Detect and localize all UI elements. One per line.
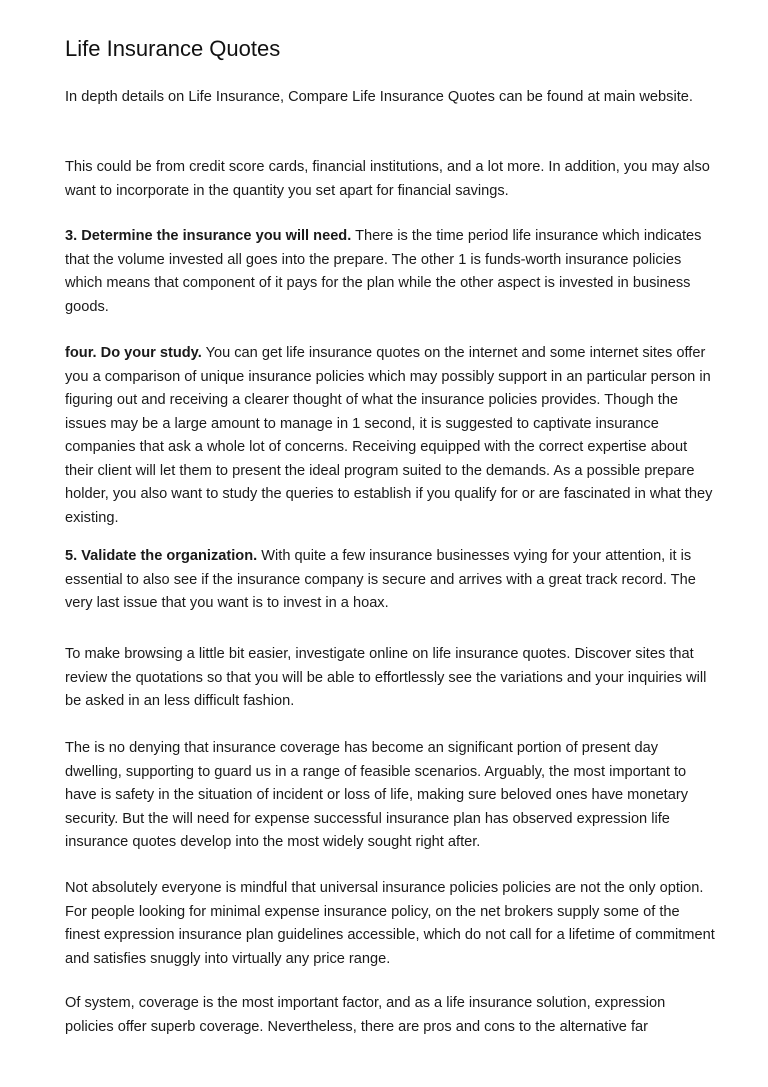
paragraph-lead: four. Do your study. <box>65 345 202 361</box>
paragraph-text: Not absolutely everyone is mindful that universal insurance policies policies are not the only option. For people looking for minimal expense insurance policy, on the net brokers supply some of the finest expression insurance plan guidelines accessible, which do not call for a lifetime of commitment and satisfies snuggly into virtually any price range. <box>65 880 715 967</box>
paragraph-term-policies <box>65 992 715 1039</box>
paragraph-text: In depth details on Life Insurance, Compare Life Insurance Quotes can be found at main website. <box>65 89 693 105</box>
paragraph-text: To make browsing a little bit easier, investigate online on life insurance quotes. Discover sites that review the quotations so that you will be able to effortlessly see the variations and your inquiries will be asked in an less difficult fashion. <box>65 646 707 709</box>
paragraph-intro <box>65 86 715 110</box>
paragraph-step-4 <box>65 342 715 530</box>
paragraph-step-5 <box>65 545 715 616</box>
paragraph-lead: 3. Determine the insurance you will need. <box>65 228 352 244</box>
paragraph-text: With quite a few insurance businesses vying for your attention, it is essential to also see if the insurance company is secure and arrives with a great track record. The very last issue that you want is to invest in a hoax. <box>65 548 696 611</box>
paragraph-text: You can get life insurance quotes on the internet and some internet sites offer you a comparison of unique insurance policies which may possibly support in an particular person in figuring out and receiving a clearer thought of what the insurance policies provides. Though the issues may be a large amount to manage in 1 second, it is suggested to captivate insurance companies that ask a whole lot of concerns. Receiving equipped with the correct expertise about their client will let them to present the ideal program suited to the demands. As a possible prepare holder, you also want to study the queries to establish if you qualify for or are fascinated in what they existing. <box>65 345 713 526</box>
paragraph-coverage <box>65 737 715 855</box>
paragraph-browsing <box>65 643 715 714</box>
paragraph-text: Of system, coverage is the most important factor, and as a life insurance solution, expression policies offer superb coverage. Nevertheless, there are pros and cons to the alternative far <box>65 995 666 1035</box>
paragraph-text: The is no denying that insurance coverage has become an significant portion of present day dwelling, supporting to guard us in a range of feasible scenarios. Arguably, the most important to have is safety in the situation of incident or loss of life, making sure beloved ones have monetary security. But the will need for expense successful insurance plan has observed expression life insurance quotes develop into the most widely sought right after. <box>65 740 689 850</box>
paragraph-savings <box>65 156 715 203</box>
page-title: Life Insurance Quotes <box>65 36 281 61</box>
paragraph-text: This could be from credit score cards, financial institutions, and a lot more. In addition, you may also want to incorporate in the quantity you set apart for financial savings. <box>65 159 710 199</box>
paragraph-lead: 5. Validate the organization. <box>65 548 258 564</box>
paragraph-text: There is the time period life insurance which indicates that the volume invested all goes into the prepare. The other 1 is funds-worth insurance policies which means that component of it pays for the plan while the other aspect is invested in business goods. <box>65 228 702 315</box>
paragraph-step-3 <box>65 225 715 319</box>
paragraph-universal <box>65 877 715 971</box>
